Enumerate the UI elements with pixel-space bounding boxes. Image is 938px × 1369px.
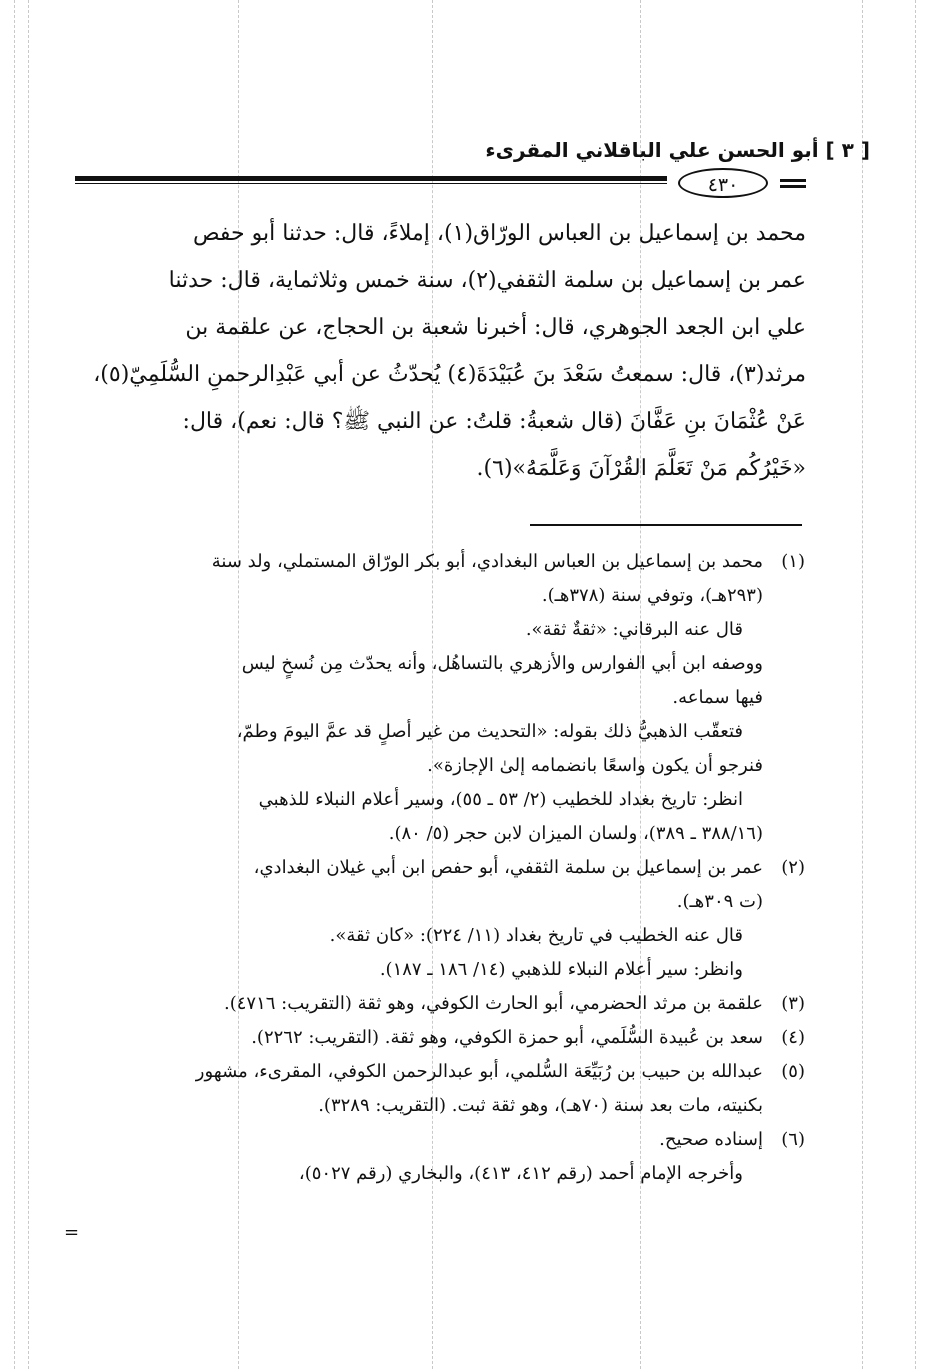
main-text-line: مرثد(٣)، قال: سمعتُ سَعْدَ بنَ عُبَيْدَةَ(٤) يُحدّثُ عن أبي عَبْدِالرحمنِ السُّلَمِيّ(٥)، [93,362,806,387]
footnote-line [55,987,805,1021]
header-rule-right [780,185,806,188]
footnote-line [55,749,805,783]
footnote-text: قال عنه الخطيب في تاريخ بغداد (١١/ ٢٢٤): «كان ثقة». [329,925,743,946]
footnote-number: (٦) [781,1129,805,1150]
main-text [88,210,806,492]
footnote-line [55,715,805,749]
footnote-line [55,783,805,817]
footnote-line [55,647,805,681]
main-text-line: علي ابن الجعد الجوهري، قال: أخبرنا شعبة بن الحجاج، عن علقمة بن [185,315,806,340]
footnote-line [55,579,805,613]
main-text-line: عمر بن إسماعيل بن سلمة الثقفي(٢)، سنة خمس وثلاثماية، قال: حدثنا [168,268,806,293]
footnote-text: سعد بن عُبيدة السُّلَمي، أبو حمزة الكوفي، وهو ثقة. (التقريب: ٢٢٦٢). [251,1027,763,1048]
footnote-line [55,851,805,885]
footnote-text: عبدالله بن حبيب بن رُبَيِّعَة السُّلمي، أبو عبدالرحمن الكوفي، المقرىء، مشهور [195,1061,763,1082]
footnote-text: بكنيته، مات بعد سنة (٧٠هـ)، وهو ثقة ثبت. (التقريب: ٣٢٨٩). [318,1095,763,1116]
footnote-text: انظر: تاريخ بغداد للخطيب (٢/ ٥٣ ـ ٥٥)، وسير أعلام النبلاء للذهبي [258,789,743,810]
footnote-number: (١) [781,551,805,572]
footnote-line [55,1089,805,1123]
footnote-line [55,545,805,579]
footnote-text: محمد بن إسماعيل بن العباس البغدادي، أبو بكر الورّاق المستملي، ولد سنة [211,551,763,572]
footnote-line [55,953,805,987]
footnote-text: فيها سماعه. [672,687,763,708]
footnote-text: عمر بن إسماعيل بن سلمة الثقفي، أبو حفص ابن أبي غيلان البغدادي، [253,857,763,878]
header-title: [ ٣ ] أبو الحسن علي الباقلاني المقرىء [485,138,870,162]
footnote-text: ووصفه ابن أبي الفوارس والأزهري بالتساهُل، وأنه يحدّث مِن نُسخٍ ليس [241,653,763,674]
main-text-line: عَنْ عُثْمَانَ بنِ عَفَّانَ (قال شعبةُ: قلتُ: عن النبي ﷺ؟ قال: نعم)، قال: [182,409,806,434]
footnote-number: (٤) [781,1027,805,1048]
footnotes [55,545,805,1191]
footnote-number: (٢) [781,857,805,878]
footnote-text: علقمة بن مرثد الحضرمي، أبو الحارث الكوفي، وهو ثقة (التقريب: ٤٧١٦). [224,993,763,1014]
footnote-text: فتعقّب الذهبيُّ ذلك بقوله: «التحديث من غير أصلٍ قد عمَّ اليومَ وطمّ، [236,721,743,742]
continuation-mark: = [64,1222,80,1243]
footnote-text: وأخرجه الإمام أحمد (رقم ٤١٢، ٤١٣)، والبخاري (رقم ٥٠٢٧)، [298,1163,743,1184]
footnote-number: (٣) [781,993,805,1014]
header-rule-right [780,179,806,182]
footnote-line [55,681,805,715]
footnote-separator [530,524,802,526]
page-number: ٤٣٠ [678,168,768,198]
footnote-text: فنرجو أن يكون واسعًا بانضمامه إلىٰ الإجازة». [427,755,763,776]
header-rule-thick [75,176,667,181]
footnote-text: إسناده صحيح. [659,1129,763,1150]
main-text-line: «خَيْرُكُم مَنْ تَعَلَّمَ القُرْآنَ وَعَلَّمَهُ»(٦). [476,456,806,481]
main-text-line: محمد بن إسماعيل بن العباس الورّاق(١)، إملاءً، قال: حدثنا أبو حفص [192,221,806,246]
footnote-line [55,1157,805,1191]
footnote-number: (٥) [781,1061,805,1082]
running-header [70,128,870,168]
footnote-line [55,919,805,953]
footnote-line [55,1055,805,1089]
footnote-line [55,1021,805,1055]
footnote-line [55,885,805,919]
header-rule-thin [75,183,667,184]
footnote-line [55,1123,805,1157]
footnote-line [55,613,805,647]
footnote-line [55,817,805,851]
footnote-text: قال عنه البرقاني: «ثقةٌ ثقة». [525,619,743,640]
footnote-text: وانظر: سير أعلام النبلاء للذهبي (١٤/ ١٨٦ ـ ١٨٧). [379,959,743,980]
footnote-text: (٢٩٣هـ)، وتوفي سنة (٣٧٨هـ). [541,585,763,606]
footnote-text: (ت ٣٠٩هـ). [676,891,763,912]
footnote-text: (٣٨٨/١٦ ـ ٣٨٩)، ولسان الميزان لابن حجر (٥/ ٨٠). [388,823,763,844]
